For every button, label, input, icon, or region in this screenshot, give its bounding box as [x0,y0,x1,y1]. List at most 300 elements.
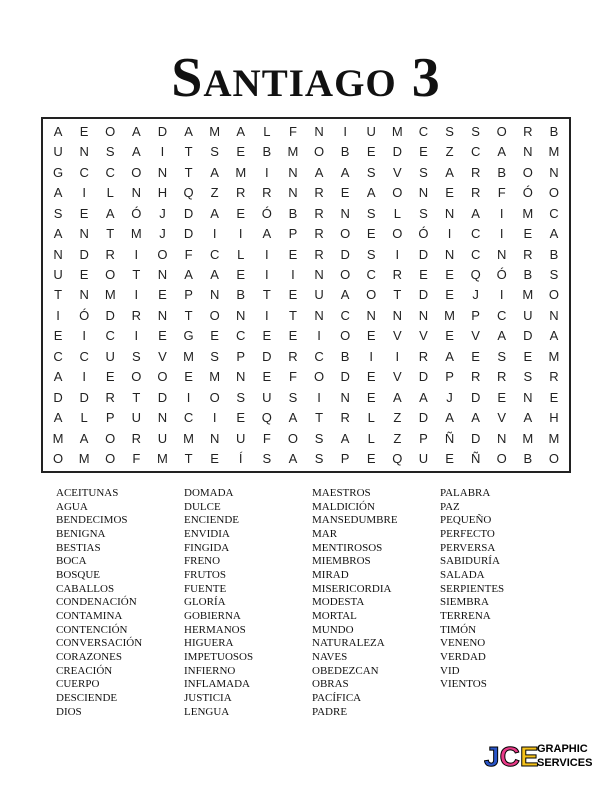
word-item: DIOS [56,705,82,718]
grid-cell: I [265,307,269,323]
word-item: BESTIAS [56,541,101,554]
grid-cell: S [53,205,63,221]
word-column-4 [440,487,568,719]
grid-cell: F [132,451,141,467]
word-item: IMPETUOSOS [184,650,254,663]
grid-cell: E [288,328,298,344]
grid-cell: N [157,164,168,180]
grid-cell: O [287,430,298,446]
grid-cell: I [265,164,269,180]
grid-cell: N [340,205,350,221]
grid-cell: E [236,205,246,221]
grid-cell: S [288,389,298,405]
grid-cell: N [444,205,455,221]
word-item: SALADA [440,568,485,581]
grid-cell: L [237,246,245,262]
grid-cell: Q [261,410,272,426]
grid-cell: O [313,369,325,385]
grid-cell: N [549,307,559,323]
word-item: MUNDO [312,623,354,636]
word-item: PALABRA [440,487,491,499]
grid-cell: B [549,123,559,139]
grid-cell: A [53,123,63,139]
grid-cell: N [79,226,89,242]
word-item: OBEDEZCAN [312,664,379,677]
grid-cell: V [158,348,167,364]
grid-cell: A [184,123,193,139]
grid-cell: A [445,348,454,364]
grid-cell: A [419,389,428,405]
word-item: CUERPO [56,678,100,691]
word-item: NAVES [312,650,348,663]
word-item: PACÍFICA [312,691,362,704]
grid-cell: N [79,287,89,303]
grid-cell: S [314,451,324,467]
grid-cell: O [392,226,403,242]
grid-cell: E [340,185,350,201]
grid-cell: S [105,144,115,160]
grid-cell: S [523,369,533,385]
grid-cell: M [52,430,64,446]
grid-cell: A [105,205,115,221]
grid-cell: O [340,267,351,283]
grid-cell: M [522,205,534,221]
word-search-grid [41,117,571,473]
grid-cell: Z [393,410,402,426]
grid-cell: B [340,144,350,160]
grid-cell: V [393,164,402,180]
grid-cell: E [366,369,376,385]
grid-cell: Ó [261,205,272,221]
grid-cell: A [53,410,63,426]
grid-cell: M [287,144,299,160]
grid-cell: E [445,267,454,283]
grid-cell: A [288,451,298,467]
grid-cell: M [548,430,560,446]
grid-cell: N [418,307,429,323]
grid-cell: D [183,226,194,242]
grid-cell: T [132,389,141,405]
grid-cell: O [340,328,351,344]
grid-cell: R [262,185,272,201]
grid-cell: L [106,185,114,201]
word-item: SERPIENTES [440,582,505,595]
word-item: BENIGNA [56,527,106,540]
word-item: PADRE [312,705,348,718]
grid-cell: S [132,348,141,364]
grid-cell: R [470,185,481,201]
grid-cell: D [470,430,481,446]
grid-cell: D [105,307,115,323]
grid-cell: F [288,369,297,385]
grid-cell: I [265,267,269,283]
word-item: SIEMBRA [440,596,489,609]
grid-cell: O [157,246,168,262]
grid-cell: B [262,144,272,160]
grid-cell: I [82,328,86,344]
grid-cell: P [288,226,298,242]
grid-cell: A [471,410,480,426]
word-item: FUENTE [184,582,227,595]
grid-cell: A [53,185,63,201]
page-title: Santiago 3 [171,47,441,109]
word-item: MIEMBROS [312,555,371,568]
grid-cell: U [157,430,168,446]
grid-cell: E [549,389,559,405]
grid-cell: R [288,348,298,364]
grid-cell: M [548,348,560,364]
grid-cell: L [80,410,88,426]
grid-cell: C [470,144,481,160]
grid-cell: R [497,369,507,385]
grid-cell: A [497,328,507,344]
grid-cell: N [157,267,168,283]
grid-cell: L [367,430,375,446]
grid-cell: N [523,389,533,405]
logo-line2: SERVICES [537,757,593,769]
word-item: CONTENCIÓN [56,623,128,636]
grid-cell: I [238,226,243,242]
grid-cell: S [366,205,376,221]
grid-cell: N [523,144,533,160]
word-item: GOBIERNA [184,609,241,622]
grid-cell: N [497,430,507,446]
grid-cell: Ó [496,267,507,283]
grid-cell: N [497,246,507,262]
grid-cell: I [82,369,86,385]
grid-cell: C [105,164,115,180]
grid-cell: R [470,369,481,385]
grid-cell: R [523,123,533,139]
grid-cell: Ñ [444,430,455,446]
word-item: HERMANOS [184,623,246,636]
word-item: AGUA [56,500,88,513]
grid-cell: E [445,185,454,201]
grid-cell: N [392,307,403,323]
grid-cell: V [419,328,428,344]
grid-cell: J [159,226,166,242]
grid-cell: I [499,287,504,303]
word-item: CONDENACIÓN [56,596,137,609]
word-item: MISERICORDIA [312,582,392,595]
word-item: CABALLOS [56,582,115,595]
grid-cell: P [105,410,115,426]
logo-mark [484,741,539,772]
grid-cell: R [131,307,142,323]
word-column-1 [56,487,184,719]
word-item: MALDICIÓN [312,500,375,513]
grid-cell: S [419,164,428,180]
grid-cell: C [366,267,376,283]
grid-cell: U [53,144,63,160]
grid-cell: C [79,348,89,364]
grid-cell: O [548,451,559,467]
word-item: MANSEDUMBRE [312,514,398,527]
grid-cell: U [262,389,272,405]
grid-cell: I [317,328,321,344]
word-item: MAESTROS [312,487,371,499]
grid-cell: U [418,451,429,467]
grid-cell: M [183,348,194,364]
grid-cell: A [549,328,559,344]
grid-cell: C [470,226,481,242]
grid-cell: A [366,185,376,201]
grid-cell: A [445,164,454,180]
grid-cell: T [132,267,141,283]
grid-cell: Z [393,430,402,446]
grid-cell: O [105,430,116,446]
grid-cell: C [79,164,89,180]
grid-cell: I [134,328,139,344]
grid-cell: O [52,451,64,467]
grid-cell: M [522,287,534,303]
grid-cell: T [184,451,193,467]
grid-cell: M [444,307,455,323]
word-item: BOCA [56,555,87,568]
grid-cell: N [549,164,559,180]
grid-cell: N [236,307,246,323]
grid-cell: T [54,287,63,303]
grid-cell: I [134,287,139,303]
grid-cell: N [444,246,455,262]
word-item: OBRAS [312,678,349,691]
grid-cell: N [288,185,298,201]
grid-cell: C [183,410,194,426]
grid-cell: B [549,246,559,262]
grid-cell: D [418,410,429,426]
grid-cell: J [446,389,453,405]
grid-cell: E [366,144,376,160]
grid-cell: N [366,307,376,323]
grid-cell: A [523,410,533,426]
grid-cell: I [395,348,400,364]
logo-line1: GRAPHIC [537,743,588,755]
grid-cell: P [445,369,454,385]
grid-cell: A [210,267,219,283]
grid-cell: N [131,185,142,201]
grid-cell: Q [183,185,194,201]
grid-cell: I [160,144,165,160]
word-item: JUSTICIA [184,691,232,704]
grid-cell: E [445,451,454,467]
word-item: ENCIENDE [184,514,239,527]
grid-cell: S [366,164,376,180]
grid-cell: I [499,226,504,242]
grid-cell: Q [470,267,481,283]
grid-cell: O [157,369,168,385]
grid-cell: I [395,246,400,262]
grid-cell: Ó [418,226,429,242]
grid-cell: E [236,144,246,160]
grid-cell: R [392,267,403,283]
grid-cell: O [313,144,325,160]
grid-cell: Q [392,451,403,467]
word-item: CORAZONES [56,650,123,663]
grid-cell: P [340,451,350,467]
grid-cell: M [209,369,221,385]
grid-cell: B [340,348,350,364]
grid-cell: I [186,389,191,405]
word-item: SABIDURÍA [440,555,500,568]
grid-cell: E [79,123,89,139]
logo-mark-j: J [484,741,500,772]
grid-cell: A [471,205,480,221]
grid-cell: A [210,205,219,221]
word-item: PERFECTO [440,527,495,540]
grid-cell: E [236,410,246,426]
grid-cell: E [210,328,219,344]
word-item: DESCIENDE [56,691,118,704]
grid-cell: I [447,226,452,242]
grid-cell: T [393,287,402,303]
grid-cell: L [367,410,375,426]
word-item: ACEITUNAS [56,487,119,499]
grid-cell: N [314,267,324,283]
grid-cell: A [79,430,89,446]
grid-cell: E [158,287,167,303]
word-item: CREACIÓN [56,664,113,677]
grid-cell: O [105,267,116,283]
grid-cell: O [131,369,142,385]
grid-cell: D [79,246,89,262]
grid-cell: A [210,164,219,180]
grid-cell: E [471,348,480,364]
grid-cell: D [53,389,63,405]
grid-cell: A [236,123,246,139]
grid-cell: D [523,328,533,344]
word-item: TIMÓN [440,623,477,636]
word-item: TERRENA [440,609,491,622]
word-item: DULCE [184,500,221,513]
grid-cell: O [548,185,559,201]
grid-cell: E [366,451,376,467]
grid-cell: D [418,369,429,385]
word-item: MENTIROSOS [312,541,383,554]
word-item: PEQUEÑO [440,514,492,527]
grid-cell: Ó [131,205,142,221]
grid-cell: Ó [79,307,90,323]
grid-cell: I [265,246,269,262]
grid-cell: E [497,389,507,405]
grid-cell: L [263,123,271,139]
word-column-3 [312,487,440,719]
word-item: MODESTA [312,596,365,609]
grid-cell: R [314,246,324,262]
grid-cell: U [105,348,115,364]
grid-cell: U [131,410,142,426]
grid-cell: S [314,430,324,446]
grid-cell: E [210,451,219,467]
grid-cell: D [340,246,350,262]
grid-cell: S [366,246,376,262]
grid-cell: I [212,410,217,426]
word-item: GLORÍA [184,596,226,609]
word-item: MORTAL [312,609,357,622]
grid-cell: U [314,287,324,303]
grid-cell: D [470,389,481,405]
grid-cell: S [471,123,480,139]
grid-cell: E [288,246,298,262]
grid-cell: A [132,144,141,160]
grid-cell: A [445,410,454,426]
word-item: HIGUERA [184,637,234,650]
word-item: INFIERNO [184,664,236,677]
grid-cell: C [209,246,220,262]
word-item: CONTAMINA [56,609,123,622]
word-item: PERVERSA [440,541,496,554]
grid-cell: E [419,267,428,283]
grid-cell: G [52,164,64,180]
grid-cell: C [53,348,63,364]
grid-cell: N [209,430,220,446]
grid-cell: M [522,430,534,446]
grid-cell: D [262,348,272,364]
grid-cell: M [78,451,90,467]
grid-cell: A [340,164,350,180]
grid-cell: M [209,123,221,139]
grid-cell: U [366,123,376,139]
grid-cell: E [105,369,115,385]
grid-cell: P [236,348,246,364]
grid-cell: C [340,307,350,323]
word-item: VIENTOS [440,678,487,691]
grid-cell: S [497,348,507,364]
word-item: ENVIDIA [184,527,230,540]
grid-cell: Ó [522,185,533,201]
grid-cell: H [157,185,168,201]
grid-cell: E [262,369,272,385]
grid-cell: M [104,287,116,303]
grid-cell: N [157,307,168,323]
grid-cell: P [471,307,480,323]
grid-cell: A [340,287,350,303]
grid-cell: R [470,164,481,180]
word-item: MIRAD [312,568,349,581]
grid-cell: B [497,164,507,180]
grid-cell: F [262,430,271,446]
grid-cell: T [184,307,193,323]
grid-cell: I [56,307,60,323]
word-item: NATURALEZA [312,637,385,650]
grid-cell: E [366,226,376,242]
grid-cell: E [523,226,533,242]
grid-cell: V [393,369,402,385]
grid-cell: E [445,287,454,303]
grid-cell: R [314,205,324,221]
grid-cell: M [157,451,168,467]
word-item: DOMADA [184,487,234,499]
logo-mark-c: C [499,741,520,772]
grid-cell: N [314,123,324,139]
grid-cell: A [53,369,63,385]
grid-cell: Í [238,451,243,467]
grid-cell: I [343,123,347,139]
grid-cell: R [236,185,246,201]
grid-cell: R [314,226,324,242]
grid-cell: S [236,389,246,405]
grid-cell: Z [210,185,219,201]
grid-cell: D [157,123,168,139]
word-item: VID [440,664,460,677]
grid-cell: C [314,348,324,364]
grid-cell: B [523,451,533,467]
grid-cell: G [183,328,194,344]
grid-cell: O [131,164,142,180]
grid-cell: V [471,328,480,344]
grid-cell: O [548,287,559,303]
grid-cell: S [445,123,454,139]
grid-cell: D [183,205,194,221]
